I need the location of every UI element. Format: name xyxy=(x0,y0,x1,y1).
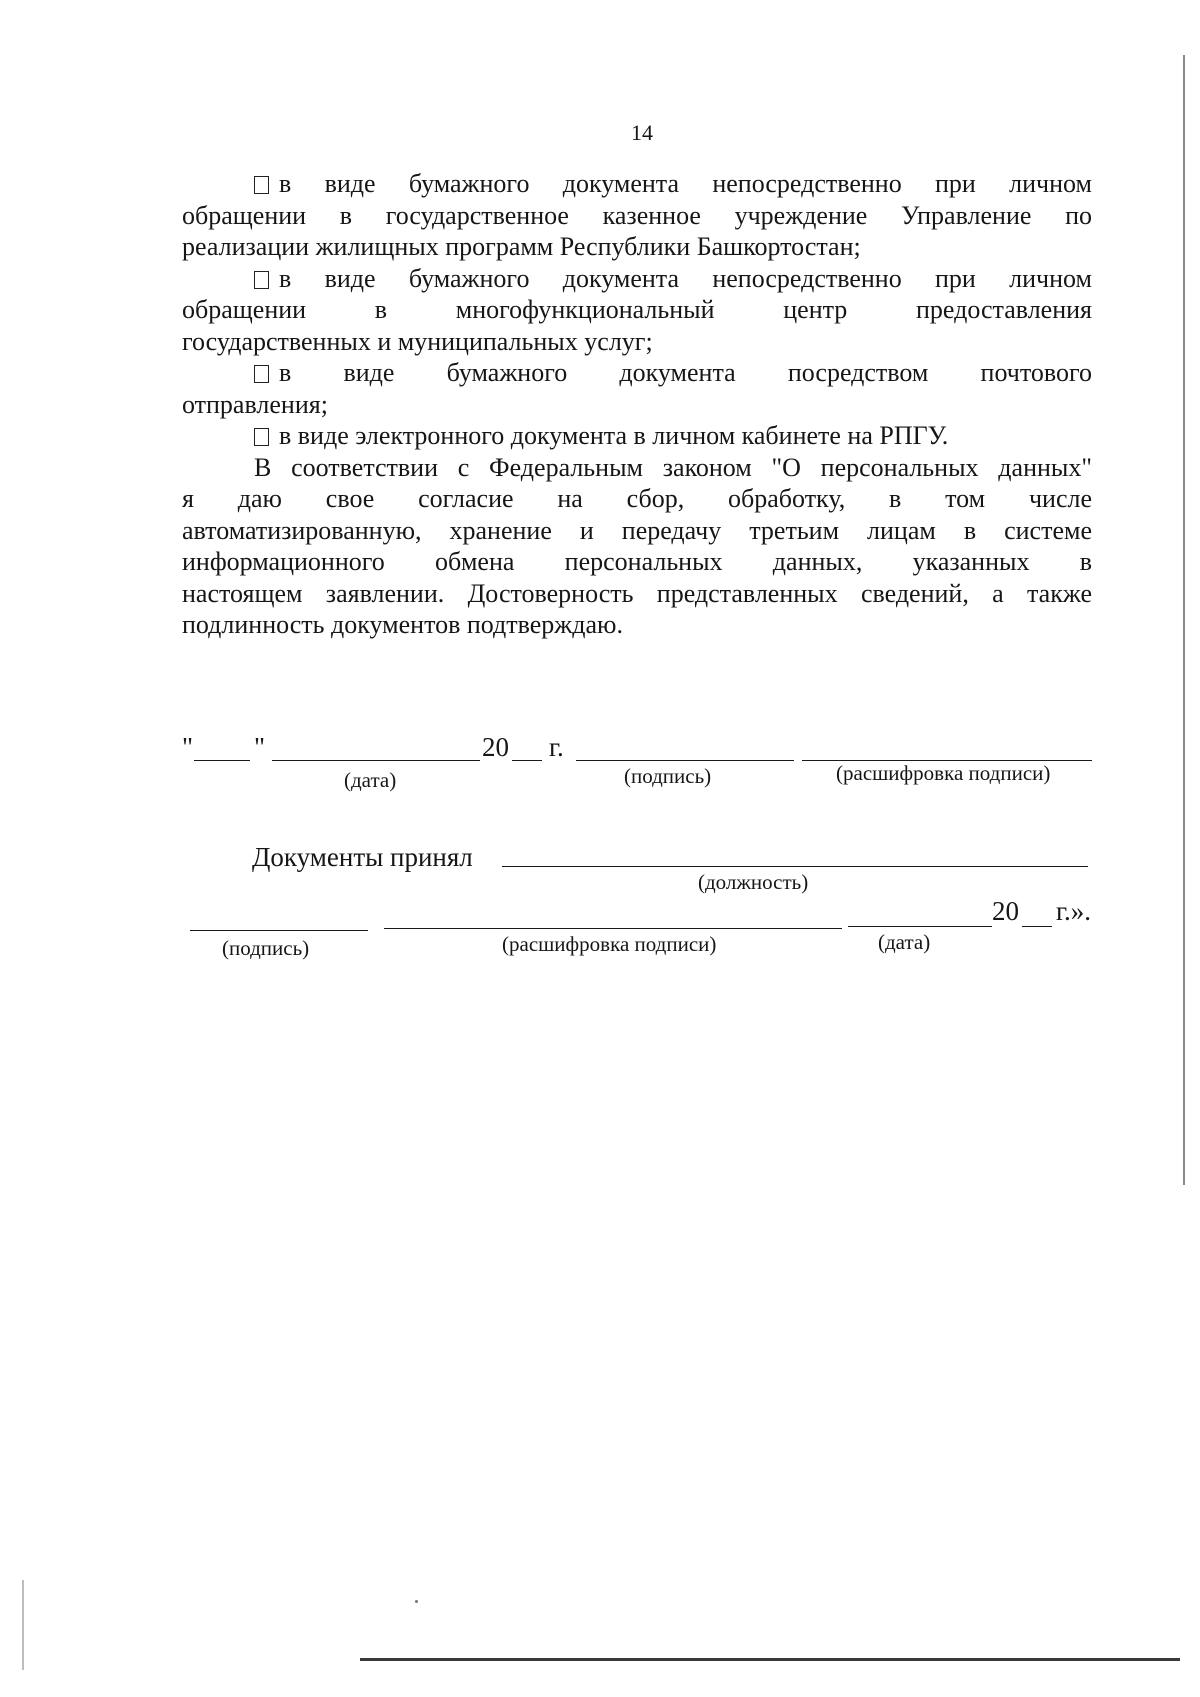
caption-acceptor-signature: (подпись) xyxy=(222,936,310,960)
acceptor-decryption-field[interactable] xyxy=(384,928,842,929)
option-line: отправления; xyxy=(182,389,328,419)
acceptance-year-field[interactable] xyxy=(1022,926,1052,927)
acceptance-year-prefix: 20 xyxy=(992,896,1019,926)
day-quote-close: " xyxy=(254,732,266,762)
scan-edge-left xyxy=(22,1580,24,1670)
checkbox-icon[interactable] xyxy=(254,428,269,446)
checkbox-icon[interactable] xyxy=(254,365,269,383)
consent-line: подлинность документов подтверждаю. xyxy=(182,610,623,639)
day-quote-open: " xyxy=(182,732,194,762)
option-line: государственных и муниципальных услуг; xyxy=(182,326,653,356)
signature-field[interactable] xyxy=(576,760,794,761)
option-text: в виде бумажного документа посредством почтового xyxy=(279,358,1092,387)
acceptor-signature-field[interactable] xyxy=(190,930,368,931)
option-line xyxy=(182,168,1092,200)
caption-date: (дата) xyxy=(344,768,397,792)
document-body xyxy=(182,168,1092,641)
option-line xyxy=(182,357,1092,389)
scan-edge-right xyxy=(1183,55,1185,1185)
consent-line: информационного обмена персональных данных, указанных в xyxy=(182,547,1092,576)
consent-line: настоящем заявлении. Достоверность представленных сведений, а также xyxy=(182,578,1092,608)
acceptance-date-field[interactable] xyxy=(848,926,992,927)
scan-edge-bottom xyxy=(360,1658,1180,1661)
consent-line: В соответствии с Федеральным законом "О персональных данных" xyxy=(254,452,1092,482)
caption-signature: (подпись) xyxy=(624,764,712,788)
option-line xyxy=(182,263,1092,295)
caption-position: (должность) xyxy=(698,870,809,894)
year-field[interactable] xyxy=(512,760,542,761)
acceptance-label: Документы принял xyxy=(252,842,473,872)
option-line: реализации жилищных программ Республики Башкортостан; xyxy=(182,232,861,261)
option-text: в виде бумажного документа непосредственно при личном xyxy=(279,263,1092,293)
option-text: в виде электронного документа в личном кабинете на РПГУ. xyxy=(279,421,949,450)
acceptance-year-suffix: г.». xyxy=(1056,896,1092,926)
checkbox-icon[interactable] xyxy=(254,176,269,194)
option-line: обращении в государственное казенное учреждение Управление по xyxy=(182,200,1092,230)
caption-acceptance-date: (дата) xyxy=(878,930,931,954)
option-text: в виде бумажного документа непосредственно при личном xyxy=(279,169,1092,198)
option-line xyxy=(182,420,1092,452)
page-number: 14 xyxy=(631,120,653,145)
day-field[interactable] xyxy=(194,760,250,761)
position-field[interactable] xyxy=(502,866,1088,867)
option-line: обращении в многофункциональный центр предоставления xyxy=(182,295,1092,324)
consent-line: автоматизированную, хранение и передачу третьим лицам в системе xyxy=(182,515,1092,545)
year-prefix: 20 xyxy=(482,732,509,762)
scan-speck xyxy=(415,1600,418,1603)
consent-line: я даю свое согласие на сбор, обработку, в том числе xyxy=(182,484,1092,513)
checkbox-icon[interactable] xyxy=(254,271,269,289)
caption-acceptor-decryption: (расшифровка подписи) xyxy=(502,932,717,956)
year-suffix: г. xyxy=(549,732,564,762)
caption-decryption: (расшифровка подписи) xyxy=(836,761,1051,785)
month-field[interactable] xyxy=(272,760,480,761)
